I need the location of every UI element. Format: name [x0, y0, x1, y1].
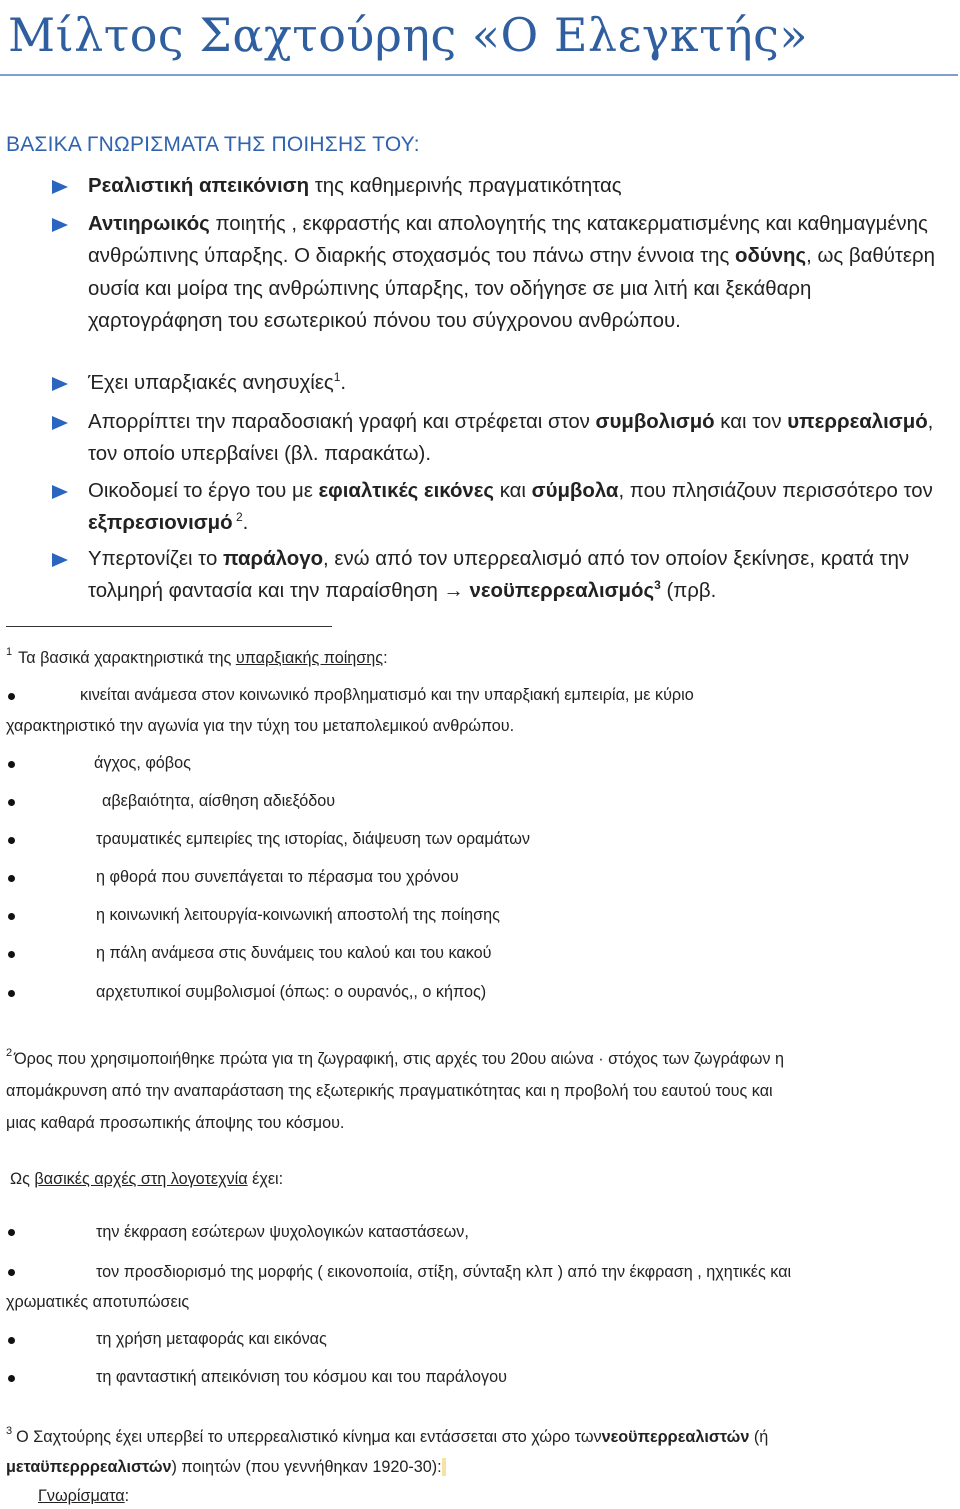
footnote-intro: $^1$ Τα βασικά χαρακτηριστικά της υπαρξιακής ποίησης: [6, 646, 388, 667]
footnote-item: αβεβαιότητα, αίσθηση αδιεξόδου [102, 792, 336, 810]
footnote-item: αρχετυπικοί συμβολισμοί (όπως: ο ουρανός,, ο κήπος) [96, 983, 487, 1001]
page-title: Μίλτος Σαχτούρης «Ο Ελεγκτής» [8, 8, 809, 62]
footnote-item: άγχος, φόβος [94, 754, 191, 772]
bullet-dot-icon [8, 1337, 15, 1344]
footnote-line: μεταϋπερρρεαλιστών) ποιητών (που γεννήθηκαν 1920-30): [6, 1458, 446, 1477]
principle-item: τη φανταστική απεικόνιση του κόσμου και του παράλογου [96, 1368, 507, 1386]
triangle-bullet-icon [52, 377, 68, 391]
principle-item-continued: χρωματικές αποτυπώσεις [6, 1293, 190, 1311]
triangle-bullet-icon [52, 218, 68, 232]
bullet-dot-icon [8, 837, 15, 844]
features-label: Γνωρίσματα: [38, 1487, 130, 1505]
bullet-dot-icon [8, 990, 15, 997]
footnote-line: απομάκρυνση από την αναπαράσταση της εξωτερικής πραγματικότητας και η προβολή του εαυτού τους και [6, 1082, 773, 1100]
list-item: Έχει υπαρξιακές ανησυχίες$^1$. [88, 370, 347, 394]
list-item: Οικοδομεί το έργο του με εφιαλτικές εικόνες και σύμβολα, που πλησιάζουν περισσότερο τον εξπρεσιονισμό $^2$. [88, 480, 933, 535]
bullet-dot-icon [8, 799, 15, 806]
footnote-line: μιας καθαρά προσωπικής άποψης του κόσμου. [6, 1114, 345, 1132]
footnote-item: η φθορά που συνεπάγεται το πέρασμα του χρόνου [96, 868, 459, 886]
footnote-item: η κοινωνική λειτουργία-κοινωνική αποστολή της ποίησης [96, 906, 500, 924]
triangle-bullet-icon [52, 180, 68, 194]
bullet-dot-icon [8, 761, 15, 768]
bullet-dot-icon [8, 875, 15, 882]
principle-item: τον προσδιορισμό της μορφής ( εικονοποιία, στίξη, σύνταξη κλπ ) από την έκφραση , ηχητικές και [96, 1263, 792, 1281]
triangle-bullet-icon [52, 553, 68, 567]
list-item: Αντιηρωικός ποιητής , εκφραστής και απολογητής της κατακερματισμένης και καθημαγμένης ανθρώπινης ύπαρξης. Ο διαρκής στοχασμός του πάνω στην έννοια της οδύνης, ως βαθύτερη ουσία και μοίρα της ανθρώπινης ύπαρξης, τον οδήγησε σε μια λιτή και ξεκάθαρη χαρτογράφηση του εσωτερικού πόνου του σύγχρονου ανθρώπου. [88, 213, 935, 332]
bullet-dot-icon [8, 951, 15, 958]
footnote-item: η πάλη ανάμεσα στις δυνάμεις του καλού και του κακού [96, 944, 492, 962]
triangle-bullet-icon [52, 416, 68, 430]
principles-intro: Ως βασικές αρχές στη λογοτεχνία έχει: [10, 1170, 284, 1188]
principle-item: την έκφραση εσώτερων ψυχολογικών καταστάσεων, [96, 1223, 469, 1241]
footnote-line: $^2$ Όρος που χρησιμοποιήθηκε πρώτα για τη ζωγραφική, στις αρχές του 20ου αιώνα · στόχος των ζωγράφων η [6, 1047, 784, 1068]
bullet-dot-icon [8, 913, 15, 920]
bullet-dot-icon [8, 693, 15, 700]
footnote-item: τραυματικές εμπειρίες της ιστορίας, διάψευση των οραμάτων [96, 830, 530, 848]
list-item: Απορρίπτει την παραδοσιακή γραφή και στρέφεται στον συμβολισμό και τον υπερρεαλισμό, τον οποίο υπερβαίνει (βλ. παρακάτω). [88, 411, 934, 466]
footnote-separator [6, 626, 332, 627]
bullet-dot-icon [8, 1269, 15, 1276]
principle-item: τη χρήση μεταφοράς και εικόνας [96, 1330, 327, 1348]
footnote-line: $^3$ Ο Σαχτούρης έχει υπερβεί το υπερρεαλιστικό κίνημα και εντάσσεται στο χώρο τωννεοϋπερρεαλιστών (ή [6, 1425, 769, 1446]
title-divider [0, 74, 958, 76]
bullet-dot-icon [8, 1375, 15, 1382]
triangle-bullet-icon [52, 485, 68, 499]
bullet-dot-icon [8, 1229, 15, 1236]
footnote-item: κινείται ανάμεσα στον κοινωνικό προβληματισμό και την υπαρξιακή εμπειρία, με κύριο [80, 686, 694, 704]
section-heading: ΒΑΣΙΚΑ ΓΝΩΡΙΣΜΑΤΑ ΤΗΣ ΠΟΙΗΣΗΣ ΤΟΥ: [6, 133, 420, 156]
list-item: Ρεαλιστική απεικόνιση της καθημερινής πραγματικότητας [88, 175, 622, 197]
list-item: Υπερτονίζει το παράλογο, ενώ από τον υπερρεαλισμό από τον οποίον ξεκίνησε, κρατά την τολμηρή φαντασία και την παραίσθηση → νεοϋπερρεαλισμός$^3$ (πρβ. [88, 548, 910, 603]
footnote-item-continued: χαρακτηριστικό την αγωνία για την τύχη του μεταπολεμικού ανθρώπου. [6, 717, 515, 735]
